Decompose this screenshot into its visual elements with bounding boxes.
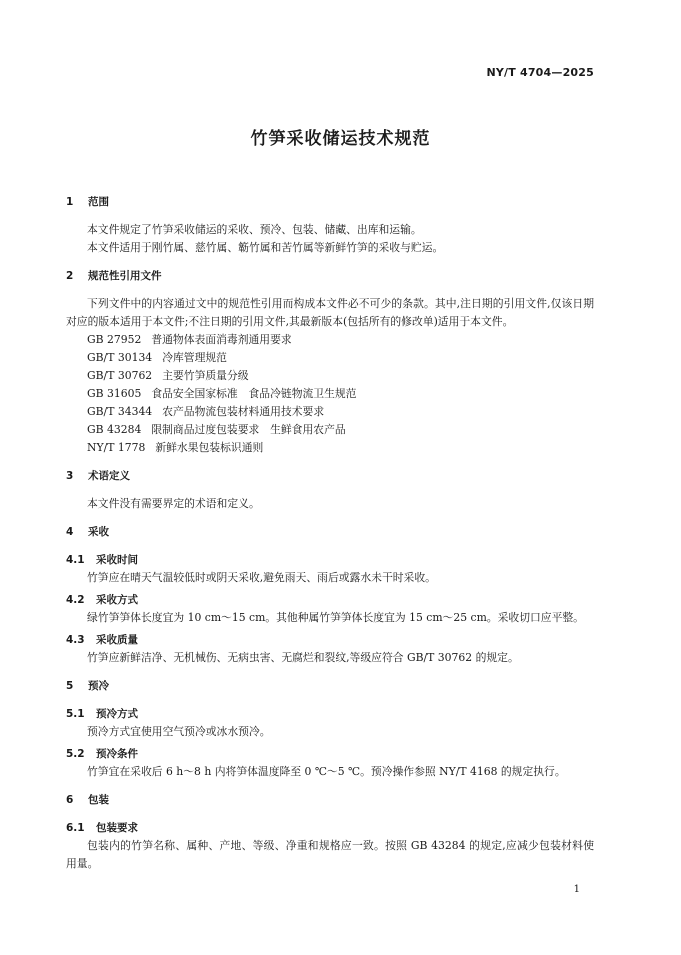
standard-number: NY/T 4704—2025 (486, 66, 594, 79)
subsection-title: 采收方式 (96, 594, 138, 606)
section-heading-precooling (66, 677, 594, 695)
paragraph: 竹笋应新鲜洁净、无机械伤、无病虫害、无腐烂和裂纹,等级应符合 GB/T 30762 的规定。 (87, 651, 519, 664)
subsection-title: 包装要求 (96, 822, 138, 834)
paragraph: 本文件适用于刚竹属、慈竹属、簕竹属和苦竹属等新鲜竹笋的采收与贮运。 (87, 241, 444, 254)
section-heading-packaging (66, 791, 594, 809)
section-heading-terms (66, 467, 594, 485)
page-number: 1 (573, 884, 580, 895)
subsection-heading (66, 631, 594, 649)
paragraph: 本文件规定了竹笋采收储运的采收、预冷、包装、储藏、出库和运输。 (87, 223, 422, 236)
reference-code: NY/T 1778 (87, 441, 146, 454)
reference-code: GB/T 34344 (87, 405, 153, 418)
reference-code: GB 31605 (87, 387, 142, 400)
reference-title: 限制商品过度包装要求 生鲜食用农产品 (151, 423, 346, 436)
reference-title: 农产品物流包装材料通用技术要求 (162, 405, 325, 418)
subsection-heading (66, 745, 594, 763)
reference-item (66, 385, 594, 403)
section-title: 预冷 (88, 680, 109, 692)
reference-title: 主要竹笋质量分级 (162, 369, 249, 382)
reference-item (66, 331, 594, 349)
document-body (66, 193, 594, 873)
subsection-title: 预冷方式 (96, 708, 138, 720)
reference-code: GB 27952 (87, 333, 142, 346)
section-number: 1 (66, 196, 74, 208)
subsection-number: 5.1 (66, 708, 85, 720)
reference-code: GB/T 30762 (87, 369, 153, 382)
reference-item (66, 403, 594, 421)
subsection-number: 5.2 (66, 748, 85, 760)
reference-title: 普通物体表面消毒剂通用要求 (151, 333, 292, 346)
subsection-number: 4.2 (66, 594, 85, 606)
paragraph: 预冷方式宜使用空气预冷或冰水预冷。 (87, 725, 271, 738)
subsection-heading (66, 819, 594, 837)
section-heading-harvest (66, 523, 594, 541)
subsection-number: 4.1 (66, 554, 85, 566)
reference-item (66, 421, 594, 439)
document-title: 竹笋采收储运技术规范 (250, 129, 431, 149)
section-title: 采收 (88, 526, 109, 538)
section-number: 3 (66, 470, 74, 482)
reference-title: 新鲜水果包装标识通则 (155, 441, 264, 454)
reference-item (66, 367, 594, 385)
subsection-heading (66, 591, 594, 609)
subsection-title: 采收质量 (96, 634, 138, 646)
subsection-number: 4.3 (66, 634, 85, 646)
paragraph: 绿竹笋笋体长度宜为 10 cm～15 cm。其他种属竹笋笋体长度宜为 15 cm～25 cm。采收切口应平整。 (87, 611, 584, 624)
reference-item (66, 349, 594, 367)
paragraph: 下列文件中的内容通过文中的规范性引用而构成本文件必不可少的条款。其中,注日期的引用文件,仅该日期对应的版本适用于本文件;不注日期的引用文件,其最新版本(包括所有的修改单)适用于本文件。 (66, 297, 594, 328)
section-number: 2 (66, 270, 74, 282)
paragraph: 竹笋宜在采收后 6 h～8 h 内将笋体温度降至 0 ℃～5 ℃。预冷操作参照 NY/T 4168 的规定执行。 (87, 765, 566, 778)
section-title: 范围 (88, 196, 109, 208)
section-title: 规范性引用文件 (88, 270, 162, 282)
paragraph: 竹笋应在晴天气温较低时或阴天采收,避免雨天、雨后或露水未干时采收。 (87, 571, 436, 584)
subsection-heading (66, 551, 594, 569)
reference-title: 食品安全国家标准 食品冷链物流卫生规范 (151, 387, 357, 400)
subsection-number: 6.1 (66, 822, 85, 834)
section-heading-scope (66, 193, 594, 211)
reference-title: 冷库管理规范 (162, 351, 227, 364)
section-title: 术语定义 (88, 470, 130, 482)
subsection-title: 采收时间 (96, 554, 138, 566)
reference-code: GB 43284 (87, 423, 142, 436)
paragraph: 包装内的竹笋名称、属种、产地、等级、净重和规格应一致。按照 GB 43284 的规定,应减少包装材料使用量。 (66, 839, 594, 870)
section-heading-normative-references (66, 267, 594, 285)
section-title: 包装 (88, 794, 109, 806)
section-number: 5 (66, 680, 74, 692)
subsection-title: 预冷条件 (96, 748, 138, 760)
reference-code: GB/T 30134 (87, 351, 153, 364)
paragraph: 本文件没有需要界定的术语和定义。 (87, 497, 260, 510)
reference-item (66, 439, 594, 457)
section-number: 6 (66, 794, 74, 806)
subsection-heading (66, 705, 594, 723)
section-number: 4 (66, 526, 74, 538)
